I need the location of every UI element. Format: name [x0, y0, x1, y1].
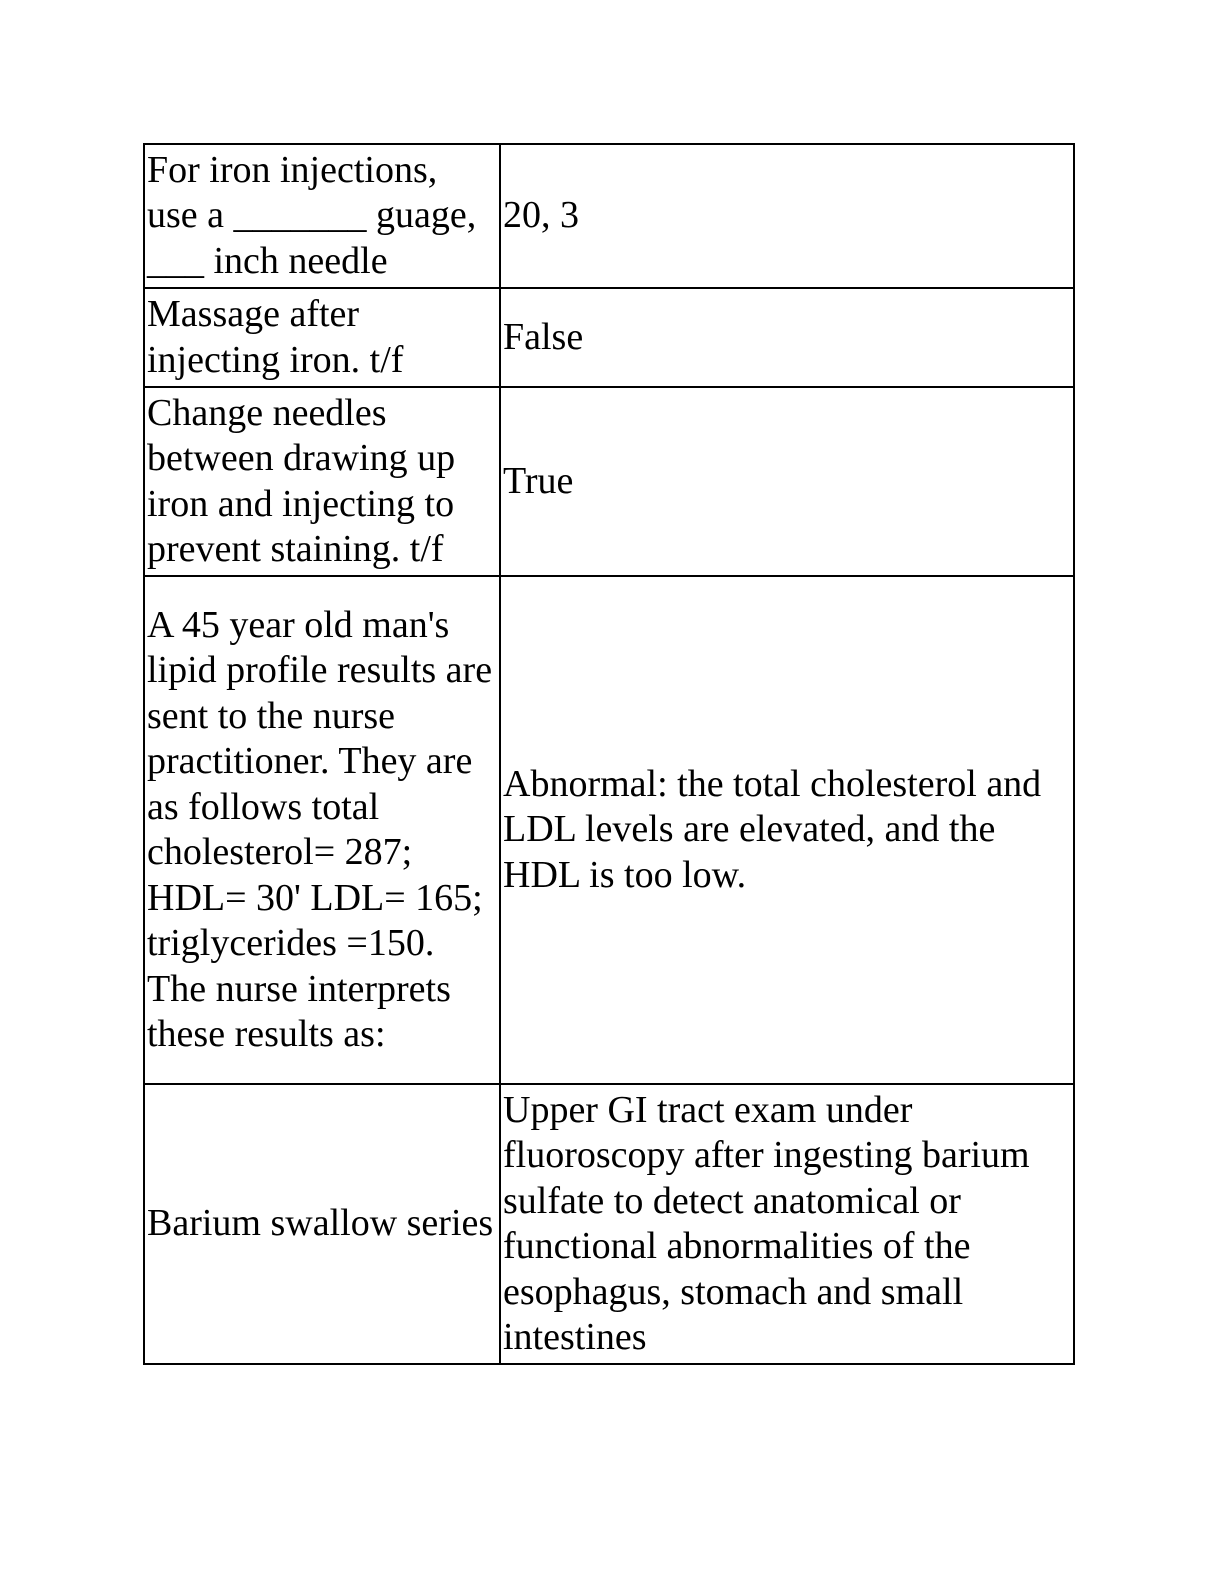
- definition-cell: Upper GI tract exam under fluoroscopy after ingesting barium sulfate to detect anatomical or functional abnormalities of the esophagus, stomach and small intestines: [500, 1084, 1074, 1364]
- table-row: [144, 288, 1074, 387]
- term-cell: Barium swallow series: [144, 1084, 500, 1364]
- definition-cell: False: [500, 288, 1074, 387]
- term-cell: Change needles between drawing up iron and injecting to prevent staining. t/f: [144, 387, 500, 576]
- table-row: [144, 387, 1074, 576]
- flashcard-table: [143, 143, 1075, 1365]
- term-cell: Massage after injecting iron. t/f: [144, 288, 500, 387]
- term-cell: For iron injections, use a _______ guage, ___ inch needle: [144, 144, 500, 288]
- table-row: [144, 576, 1074, 1084]
- definition-cell: True: [500, 387, 1074, 576]
- definition-cell: Abnormal: the total cholesterol and LDL levels are elevated, and the HDL is too low.: [500, 576, 1074, 1084]
- term-cell: A 45 year old man's lipid profile results are sent to the nurse practitioner. They are as follows total cholesterol= 287; HDL= 30' LDL= 165; triglycerides =150. The nurse interprets these results as:: [144, 576, 500, 1084]
- definition-cell: 20, 3: [500, 144, 1074, 288]
- table-row: [144, 1084, 1074, 1364]
- table-row: [144, 144, 1074, 288]
